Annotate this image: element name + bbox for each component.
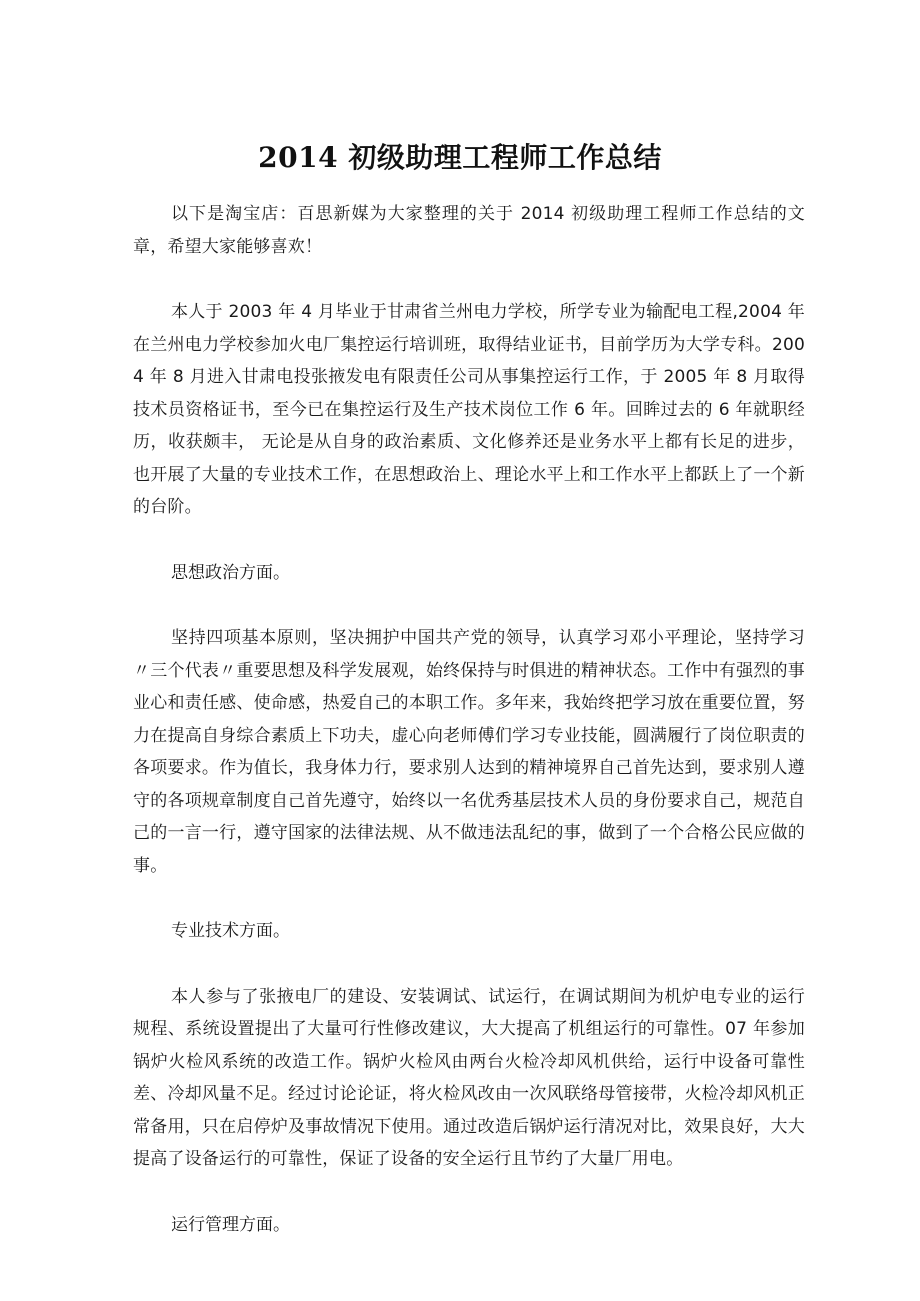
section-heading-operations: 运行管理方面。 [171, 1214, 290, 1235]
document-body [133, 198, 805, 1241]
political-paragraph: 坚持四项基本原则，坚决拥护中国共产党的领导，认真学习邓小平理论，坚持学习〃三个代表〃重要思想及科学发展观，始终保持与时俱进的精神状态。工作中有强烈的事业心和责任感、使命感，热爱自己的本职工作。多年来，我始终把学习放在重要位置，努力在提高自身综合素质上下功夫，虚心向老师傅们学习专业技能，圆满履行了岗位职责的各项要求。作为值长，我身体力行，要求别人达到的精神境界自己首先达到，要求别人遵守的各项规章制度自己首先遵守，始终以一名优秀基层技术人员的身份要求自己，规范自己的一言一行，遵守国家的法律法规、从不做违法乱纪的事，做到了一个合格公民应做的事。 [133, 628, 805, 876]
paragraph-gap [133, 948, 805, 981]
paragraph-gap [133, 524, 805, 557]
section-heading-political: 思想政治方面。 [171, 562, 290, 583]
paragraph-gap [133, 1176, 805, 1209]
document-title: 2014 初级助理工程师工作总结 [258, 141, 662, 174]
paragraph-gap [133, 589, 805, 622]
technical-paragraph: 本人参与了张掖电厂的建设、安装调试、试运行，在调试期间为机炉电专业的运行规程、系统设置提出了大量可行性修改建议，大大提高了机组运行的可靠性。07 年参加锅炉火检风系统的改造工作。锅炉火检风由两台火检冷却风机供给，运行中设备可靠性差、冷却风量不足。经过讨论论证，将火检风改由一次风联络母管接带，火检冷却风机正常备用，只在启停炉及事故情况下使用。通过改造后锅炉运行清况对比，效果良好，大大提高了设备运行的可靠性，保证了设备的安全运行且节约了大量厂用电。 [133, 986, 805, 1169]
background-paragraph: 本人于 2003 年 4 月毕业于甘肃省兰州电力学校，所学专业为输配电工程,2004 年在兰州电力学校参加火电厂集控运行培训班，取得结业证书，目前学历为大学专科。2004 年 8 月进入甘肃电投张掖发电有限责任公司从事集控运行工作，于 2005 年 8 月取得技术员资格证书，至今已在集控运行及生产技术岗位工作 6 年。回眸过去的 6 年就职经历，收获颇丰， 无论是从自身的政治素质、文化修养还是业务水平上都有长足的进步，也开展了大量的专业技术工作，在思想政治上、理论水平上和工作水平上都跃上了一个新的台阶。 [133, 302, 805, 517]
section-heading-technical: 专业技术方面。 [171, 921, 290, 941]
intro-paragraph: 以下是淘宝店：百思新媒为大家整理的关于 2014 初级助理工程师工作总结的文章，希望大家能够喜欢！ [133, 204, 805, 257]
paragraph-gap [133, 882, 805, 915]
paragraph-gap [133, 263, 805, 296]
